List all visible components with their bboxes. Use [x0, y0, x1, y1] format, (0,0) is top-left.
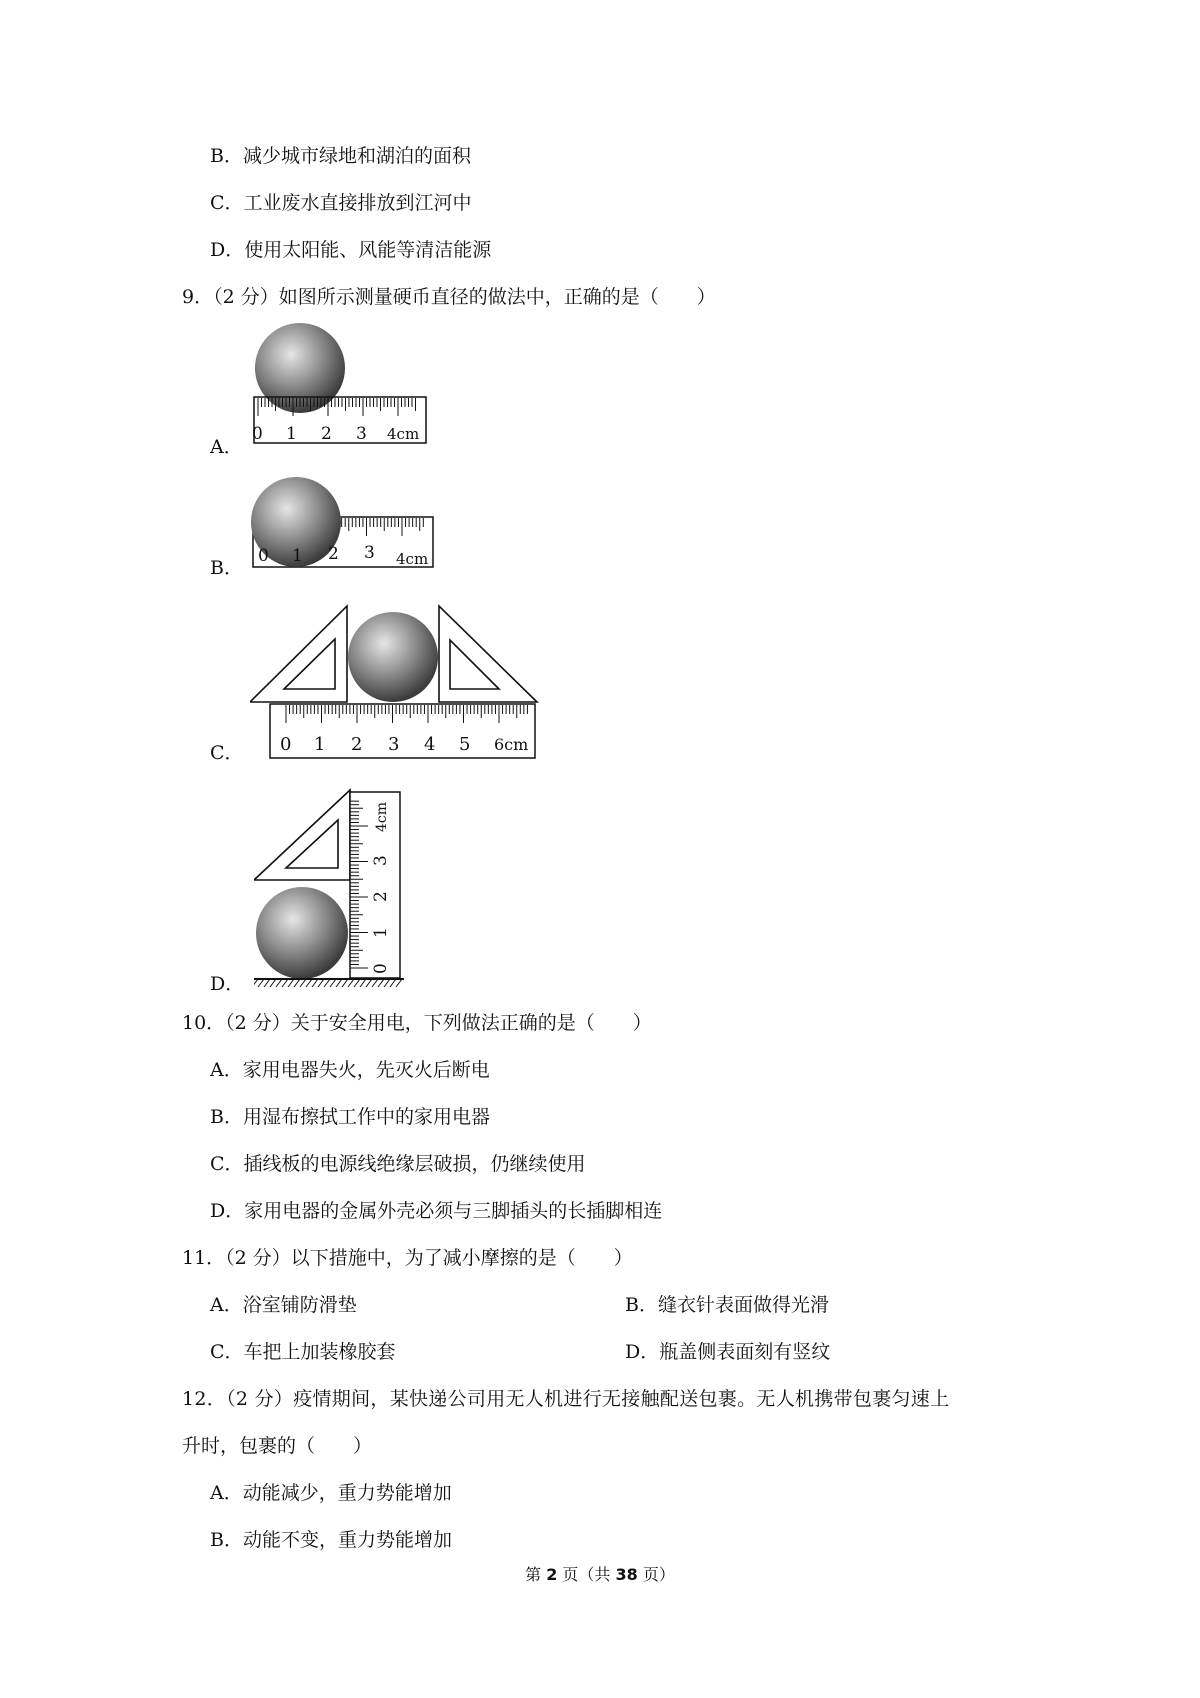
ground-hatch: [384, 979, 390, 987]
q11-option-b: B．缝衣针表面做得光滑: [625, 1294, 829, 1316]
ground-hatch: [294, 979, 300, 987]
q9-option-a-label: A．: [210, 436, 243, 458]
ruler-tick-label: 2: [321, 424, 332, 444]
q9-option-c-label: C．: [210, 742, 244, 764]
ruler-tick-label: 0: [280, 734, 292, 755]
ruler-tick-label: 0: [252, 424, 263, 444]
ruler-tick-label: 6cm: [494, 735, 529, 754]
q12-stem-line1: 12．（2 分）疫情期间，某快递公司用无人机进行无接触配送包裹。无人机携带包裹匀速上: [182, 1388, 950, 1410]
ruler-tick-label: 1: [292, 546, 303, 566]
q12-option-b: B．动能不变，重力势能增加: [210, 1529, 452, 1551]
ground-hatch: [300, 979, 306, 987]
q10-option-c: C．插线板的电源线绝缘层破损，仍继续使用: [210, 1153, 586, 1175]
footer-middle: 页（共: [562, 1565, 611, 1584]
set-square-right: [439, 606, 537, 702]
ground-hatch: [330, 979, 336, 987]
q8-option-d: D．使用太阳能、风能等清洁能源: [210, 239, 492, 261]
ground-hatch: [396, 979, 402, 987]
ruler-tick-label: 0: [258, 546, 269, 566]
ruler-tick-label: 3: [371, 855, 391, 866]
ruler-tick-label: 4cm: [387, 425, 420, 443]
q11-stem: 11．（2 分）以下措施中，为了减小摩擦的是（ ）: [182, 1247, 633, 1269]
ruler-tick-label: 4cm: [396, 550, 429, 568]
ruler-tick-label: 2: [371, 891, 391, 902]
ground-hatch: [324, 979, 330, 987]
q11-option-d: D．瓶盖侧表面刻有竖纹: [625, 1341, 831, 1363]
q10-stem: 10．（2 分）关于安全用电，下列做法正确的是（ ）: [182, 1012, 652, 1034]
ground-hatch: [270, 979, 276, 987]
coin-icon: [348, 612, 438, 702]
ruler-tick-label: 0: [371, 963, 391, 974]
ground-hatch: [348, 979, 354, 987]
ruler-tick-label: 3: [356, 424, 367, 444]
ruler-tick-label: 1: [314, 734, 326, 755]
q9-option-d-label: D．: [210, 973, 245, 995]
q12-option-a: A．动能减少，重力势能增加: [210, 1482, 452, 1504]
q12-stem-line2: 升时，包裹的（ ）: [182, 1435, 373, 1457]
ruler-tick-label: 3: [388, 734, 400, 755]
ground-hatch: [282, 979, 288, 987]
ground-hatch: [378, 979, 384, 987]
ruler-tick-label: 2: [351, 734, 363, 755]
ground-hatch: [372, 979, 378, 987]
ground-hatch: [254, 979, 258, 987]
ruler-tick-label: 4cm: [374, 801, 390, 832]
q11-option-a: A．浴室铺防滑垫: [210, 1294, 357, 1316]
footer-total-pages: 38: [615, 1565, 638, 1584]
ruler-tick-label: 5: [459, 734, 471, 755]
q10-option-b: B．用湿布擦拭工作中的家用电器: [210, 1106, 490, 1128]
coin-icon: [256, 887, 348, 979]
footer-suffix: 页）: [642, 1565, 675, 1584]
q9-figure-a: [250, 322, 430, 448]
q9-figure-b: [248, 476, 438, 571]
q9-option-b-label: B．: [210, 557, 243, 579]
set-square: [254, 790, 350, 880]
footer-page-number: 2: [546, 1565, 558, 1584]
ground-hatch: [306, 979, 312, 987]
ground-hatch: [360, 979, 366, 987]
q11-option-c: C．车把上加装橡胶套: [210, 1341, 396, 1363]
ruler-tick-label: 4: [424, 734, 436, 755]
ruler-tick-label: 1: [371, 927, 391, 938]
ground-hatch: [318, 979, 324, 987]
q8-option-c: C．工业废水直接排放到江河中: [210, 192, 472, 214]
ground-hatch: [276, 979, 282, 987]
q9-figure-c: [250, 604, 540, 762]
ground-hatch: [342, 979, 348, 987]
ground-hatch: [366, 979, 372, 987]
q9-figure-d: [254, 788, 414, 990]
q8-option-b: B．减少城市绿地和湖泊的面积: [210, 145, 471, 167]
ground-hatch: [336, 979, 342, 987]
ruler-tick-label: 3: [364, 543, 375, 563]
ground-hatch: [264, 979, 270, 987]
footer-prefix: 第: [525, 1565, 542, 1584]
page-footer: [0, 1564, 1200, 1586]
ground-hatch: [288, 979, 294, 987]
ground-hatch: [354, 979, 360, 987]
set-square-left: [250, 606, 347, 702]
ruler-tick-label: 1: [286, 424, 297, 444]
q10-option-a: A．家用电器失火，先灭火后断电: [210, 1059, 490, 1081]
ruler-tick-label: 2: [328, 544, 339, 564]
q9-stem: 9．（2 分）如图所示测量硬币直径的做法中，正确的是（ ）: [182, 286, 716, 308]
ground-hatch: [258, 979, 264, 987]
q10-option-d: D．家用电器的金属外壳必须与三脚插头的长插脚相连: [210, 1200, 663, 1222]
ground-hatch: [312, 979, 318, 987]
ground-hatch: [390, 979, 396, 987]
